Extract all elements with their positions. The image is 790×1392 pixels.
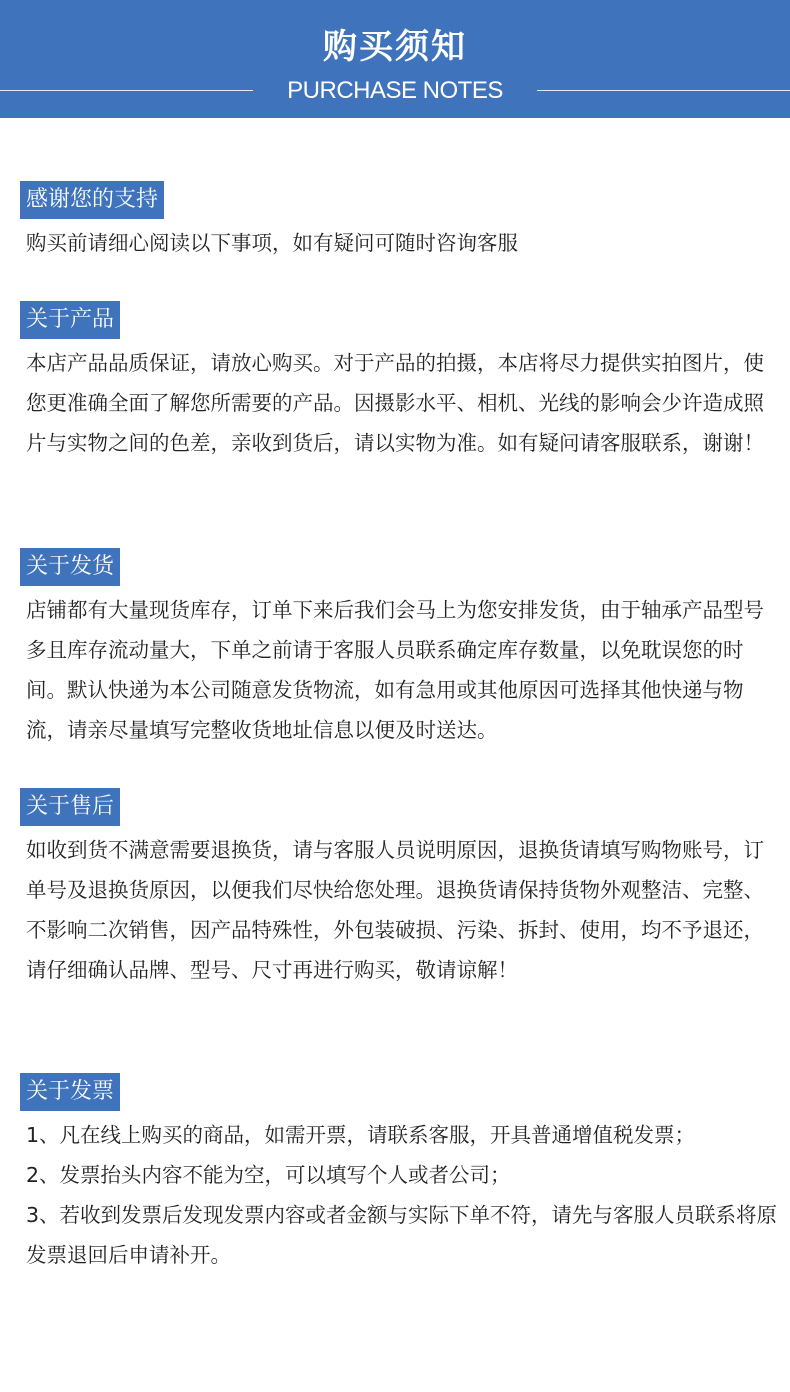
section-body-aftersales (26, 830, 778, 990)
paragraph: 店铺都有大量现货库存，订单下来后我们会马上为您安排发货，由于轴承产品型号多且库存流动量大，下单之前请于客服人员联系确定库存数量，以免耽误您的时间。默认快递为本公司随意发货物流，如有急用或其他原因可选择其他快递与物流，请亲尽量填写完整收货地址信息以便及时送达。 (26, 598, 764, 742)
section-body-product (26, 343, 778, 463)
section-aftersales (20, 788, 780, 990)
section-tag-aftersales: 关于售后 (20, 788, 120, 826)
header-banner (0, 0, 790, 118)
section-body-shipping (26, 590, 778, 750)
paragraph: 购买前请细心阅读以下事项，如有疑问可随时咨询客服 (26, 231, 518, 255)
section-body-thanks (26, 223, 778, 263)
section-thanks (20, 181, 780, 263)
section-tag-invoice: 关于发票 (20, 1073, 120, 1111)
paragraph: 如收到货不满意需要退换货，请与客服人员说明原因，退换货请填写购物账号，订单号及退换货原因，以便我们尽快给您处理。退换货请保持货物外观整洁、完整、不影响二次销售，因产品特殊性，外包装破损、污染、拆封、使用，均不予退还，请仔细确认品牌、型号、尺寸再进行购买，敬请谅解！ (26, 838, 764, 982)
paragraph: 本店产品品质保证，请放心购买。对于产品的拍摄，本店将尽力提供实拍图片，使您更准确全面了解您所需要的产品。因摄影水平、相机、光线的影响会少许造成照片与实物之间的色差，亲收到货后，请以实物为准。如有疑问请客服联系，谢谢！ (26, 351, 764, 455)
section-tag-shipping: 关于发货 (20, 548, 120, 586)
invoice-item-1: 1、凡在线上购买的商品，如需开票，请联系客服，开具普通增值税发票； (26, 1123, 696, 1147)
section-tag-thanks: 感谢您的支持 (20, 181, 164, 219)
section-shipping (20, 548, 780, 750)
section-product (20, 301, 780, 463)
section-tag-product: 关于产品 (20, 301, 120, 339)
section-invoice (20, 1073, 780, 1275)
header-divider-right (537, 90, 790, 91)
section-body-invoice (26, 1115, 778, 1275)
page-subtitle: PURCHASE NOTES (287, 77, 503, 104)
invoice-item-3: 3、若收到发票后发现发票内容或者金额与实际下单不符，请先与客服人员联系将原发票退回后申请补开。 (26, 1203, 778, 1267)
invoice-item-2: 2、发票抬头内容不能为空，可以填写个人或者公司； (26, 1163, 511, 1187)
page-title: 购买须知 (323, 27, 467, 67)
